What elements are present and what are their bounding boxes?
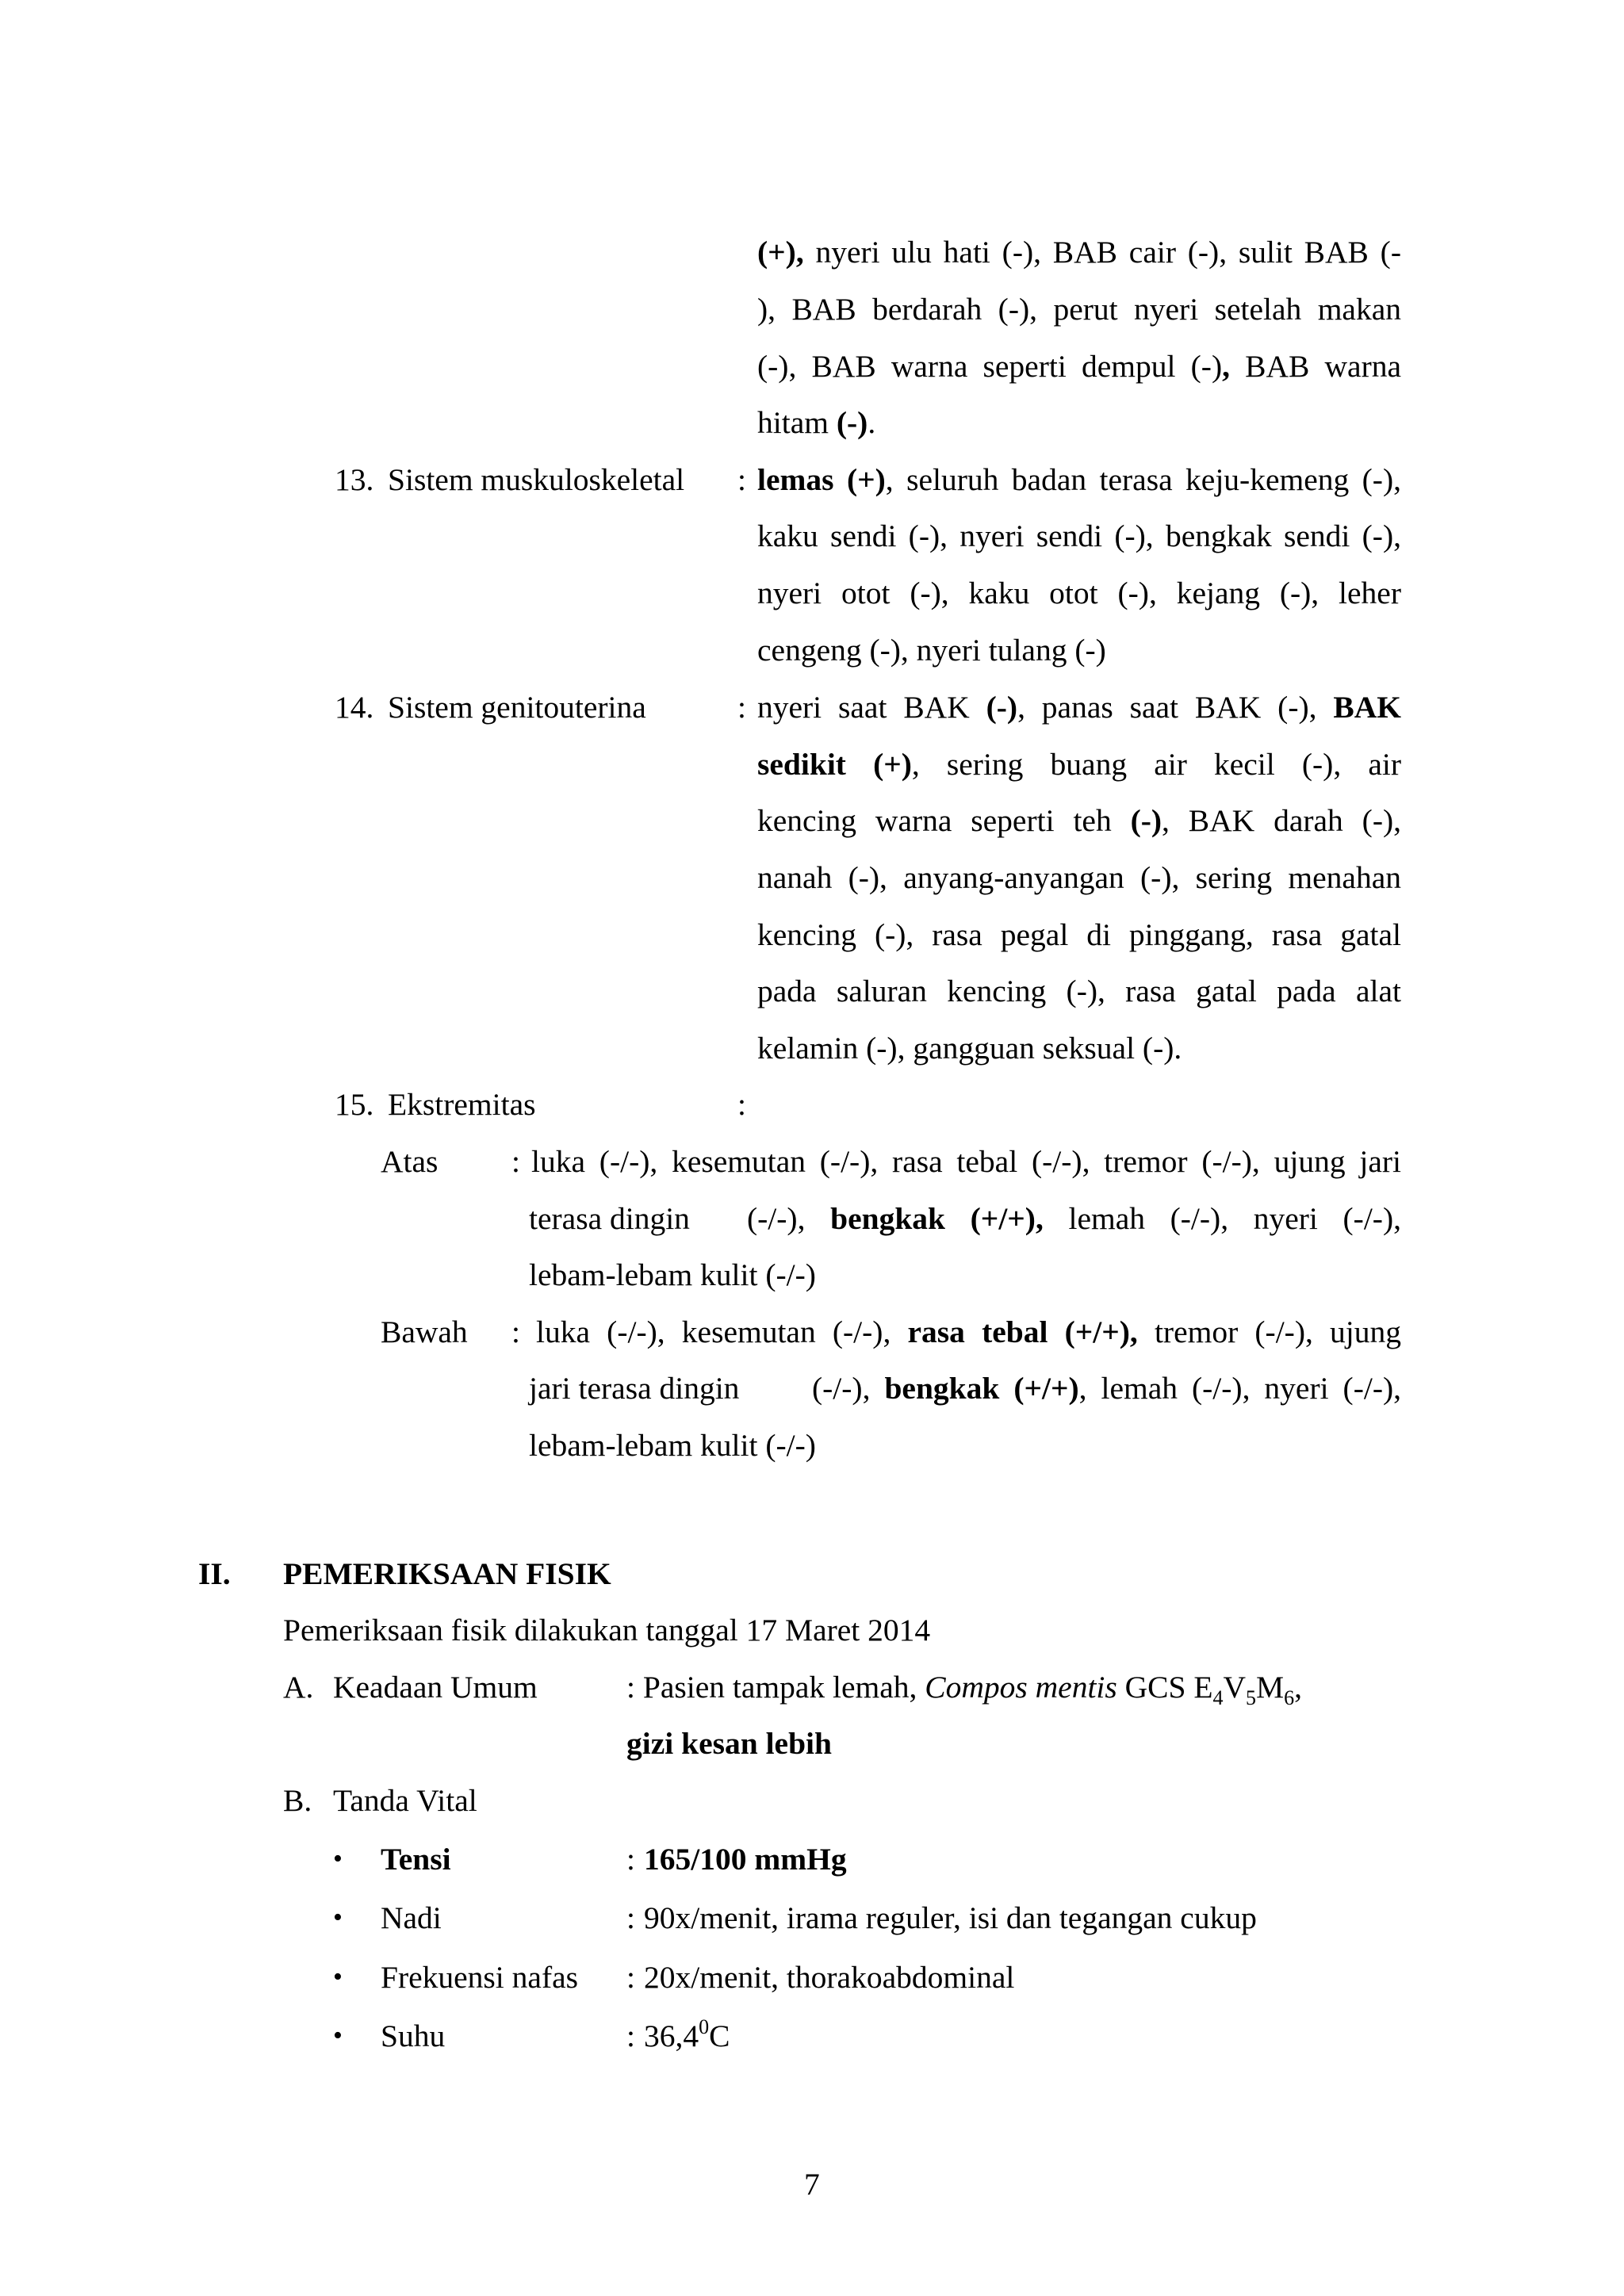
- item-13-colon: :: [737, 462, 746, 497]
- item-14-colon: :: [737, 690, 746, 725]
- item-13-line-4: cengeng (-), nyeri tulang (-): [757, 633, 1106, 668]
- item-14-line-7: kelamin (-), gangguan seksual (-).: [757, 1031, 1182, 1066]
- vital-nafas-label: Frekuensi nafas: [381, 1960, 578, 1995]
- vital-nadi-colon: :: [626, 1900, 635, 1935]
- continuation-line-2: ), BAB berdarah (-), perut nyeri setelah makan: [757, 292, 1401, 327]
- section-2-numeral: II.: [198, 1556, 231, 1591]
- bawah-line-1: luka (-/-), kesemutan (-/-), rasa tebal (+/+), tremor (-/-), ujung: [536, 1314, 1401, 1349]
- item-13-number: 13.: [335, 462, 374, 497]
- vital-tensi-value: 165/100 mmHg: [644, 1842, 847, 1877]
- item-14-line-4: nanah (-), anyang-anyangan (-), sering menahan: [757, 860, 1401, 895]
- item-14-number: 14.: [335, 690, 374, 725]
- item-13-label: Sistem muskuloskeletal: [388, 462, 685, 497]
- item-14-line-5: kencing (-), rasa pegal di pinggang, rasa gatal: [757, 917, 1401, 952]
- item-13-line-1: lemas (+), seluruh badan terasa keju-kemeng (-),: [757, 462, 1401, 497]
- continuation-line-1: (+), nyeri ulu hati (-), BAB cair (-), sulit BAB (-: [757, 235, 1401, 270]
- vital-nadi-value: 90x/menit, irama reguler, isi dan tegangan cukup: [644, 1900, 1257, 1935]
- item-14-line-1: nyeri saat BAK (-), panas saat BAK (-), BAK: [757, 690, 1401, 725]
- keadaan-umum-gizi: gizi kesan lebih: [626, 1726, 832, 1761]
- atas-colon: :: [511, 1144, 520, 1179]
- bawah-line-2a: jari terasa dingin: [529, 1371, 740, 1406]
- vital-nadi-label: Nadi: [381, 1900, 442, 1935]
- bullet-icon: •: [333, 1844, 343, 1873]
- tanda-vital-letter: B.: [283, 1783, 312, 1818]
- vital-tensi-label: Tensi: [381, 1842, 451, 1877]
- keadaan-umum-value: : Pasien tampak lemah, Compos mentis GCS $E_4V_5M_6$,: [626, 1670, 1303, 1709]
- atas-line-2a: terasa dingin: [529, 1201, 690, 1236]
- bullet-icon: •: [333, 1962, 343, 1992]
- atas-line-3: lebam-lebam kulit (-/-): [529, 1257, 816, 1292]
- bawah-line-3: lebam-lebam kulit (-/-): [529, 1428, 816, 1463]
- section-2-intro: Pemeriksaan fisik dilakukan tanggal 17 Maret 2014: [283, 1613, 931, 1647]
- atas-line-2b: (-/-), bengkak (+/+), lemah (-/-), nyeri (-/-),: [747, 1201, 1401, 1236]
- item-13-line-2: kaku sendi (-), nyeri sendi (-), bengkak sendi (-),: [757, 519, 1401, 553]
- bawah-line-2b: (-/-), bengkak (+/+), lemah (-/-), nyeri (-/-),: [812, 1371, 1402, 1406]
- keadaan-umum-label: Keadaan Umum: [333, 1670, 538, 1705]
- bawah-label: Bawah: [381, 1314, 468, 1349]
- item-14-line-2: sedikit (+), sering buang air kecil (-), air: [757, 747, 1401, 782]
- bullet-icon: •: [333, 2021, 343, 2050]
- vital-tensi-colon: :: [626, 1842, 635, 1877]
- vital-suhu-colon: :: [626, 2019, 635, 2053]
- keadaan-umum-letter: A.: [283, 1670, 314, 1705]
- tanda-vital-label: Tanda Vital: [333, 1783, 477, 1818]
- item-15-colon: :: [737, 1087, 746, 1122]
- item-14-label: Sistem genitouterina: [388, 690, 646, 725]
- item-15-label: Ekstremitas: [388, 1087, 536, 1122]
- continuation-line-4: hitam (-).: [757, 405, 876, 440]
- atas-label: Atas: [381, 1144, 439, 1179]
- vital-nafas-colon: :: [626, 1960, 635, 1995]
- atas-line-1: luka (-/-), kesemutan (-/-), rasa tebal (-/-), tremor (-/-), ujung jari: [531, 1144, 1401, 1179]
- item-14-line-6: pada saluran kencing (-), rasa gatal pada alat: [757, 974, 1401, 1008]
- item-14-line-3: kencing warna seperti teh (-), BAK darah (-),: [757, 803, 1401, 838]
- vital-suhu-label: Suhu: [381, 2019, 446, 2053]
- vital-nafas-value: 20x/menit, thorakoabdominal: [644, 1960, 1015, 1995]
- continuation-line-3: (-), BAB warna seperti dempul (-), BAB warna: [757, 349, 1402, 384]
- page-number: 7: [804, 2167, 820, 2202]
- vital-suhu-value: 36,4$^0$C: [644, 2015, 730, 2053]
- bullet-icon: •: [333, 1903, 343, 1932]
- bawah-colon: :: [511, 1314, 520, 1349]
- item-15-number: 15.: [335, 1087, 374, 1122]
- item-13-line-3: nyeri otot (-), kaku otot (-), kejang (-), leher: [757, 576, 1401, 610]
- section-2-heading: PEMERIKSAAN FISIK: [283, 1556, 611, 1591]
